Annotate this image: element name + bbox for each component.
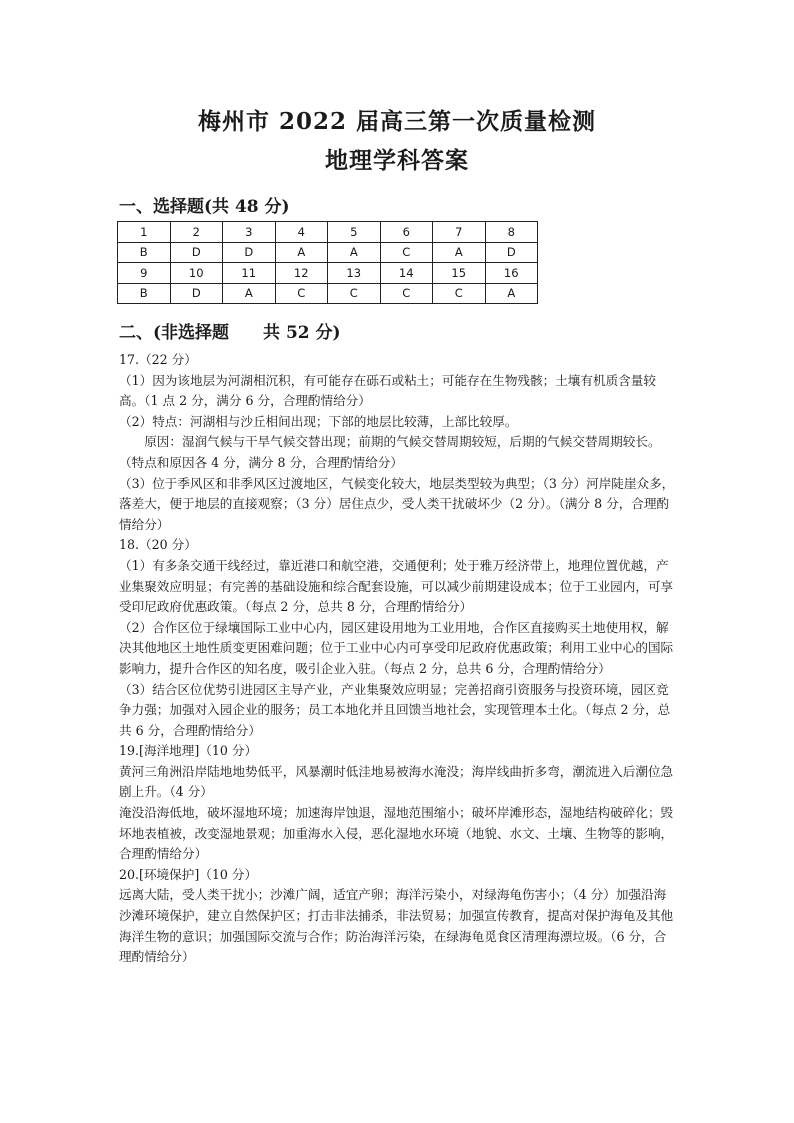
question-18-part-2: （2）合作区位于绿壤国际工业中心内，园区建设用地为工业用地，合作区直接购买土地使用权，解决其他地区土地性质变更困难问题；位于工业中心内可享受印尼政府优惠政策；利用工业中心的国际影响力，提升合作区的知名度，吸引企业入驻。（每点 2 分，总共 6 分，合理酌情给分） xyxy=(119,619,674,676)
question-20-header: 20.[环境保护]（10 分） xyxy=(119,866,258,882)
answer-table xyxy=(117,221,538,304)
question-19-part-1: 黄河三角洲沿岸陆地地势低平，风暴潮时低洼地易被海水淹没；海岸线曲折多弯，潮流进入后潮位急剧上升。（4 分） xyxy=(119,763,674,800)
page-subtitle: 地理学科答案 xyxy=(325,147,469,174)
table-cell: 16 xyxy=(485,263,538,284)
table-cell: D xyxy=(170,242,223,263)
table-cell: 15 xyxy=(433,263,486,284)
table-cell: A xyxy=(223,283,276,304)
table-cell: 2 xyxy=(170,222,223,243)
page-title: 梅州市 2022 届高三第一次质量检测 xyxy=(197,108,597,135)
question-20-part-1: 远离大陆，受人类干扰小；沙滩广阔，适宜产卵；海洋污染小，对绿海龟伤害小；（4 分）加强沿海沙滩环境保护，建立自然保护区；打击非法捕杀，非法贸易；加强宣传教育，提高对保护海龟及其他海洋生物的意识；加强国际交流与合作；防治海洋污染，在绿海龟觅食区清理海漂垃圾。（6 分，合理酌情给分） xyxy=(119,887,674,965)
question-17-header: 17.（22 分） xyxy=(119,352,197,367)
table-cell: C xyxy=(275,283,328,304)
table-cell: B xyxy=(118,242,171,263)
table-row xyxy=(118,242,538,263)
question-17-part-2: （2）特点：河湖相与沙丘相间出现；下部的地层比较薄，上部比较厚。 xyxy=(119,413,518,429)
table-cell: C xyxy=(380,242,433,263)
section-heading-non-choice: 二、(非选择题 共 52 分) xyxy=(119,323,341,343)
table-cell: 7 xyxy=(433,222,486,243)
question-18-part-3: （3）结合区位优势引进园区主导产业，产业集聚效应明显；完善招商引资服务与投资环境，园区竞争力强；加强对入园企业的服务；员工本地化并且回馈当地社会，实现管理本土化。（每点 2 分，总共 6 分，合理酌情给分） xyxy=(119,681,671,738)
question-17-part-2-reason: 原因：湿润气候与干旱气候交替出现；前期的气候交替周期较短，后期的气候交替周期较长。（特点和原因各 4 分，满分 8 分，合理酌情给分） xyxy=(119,434,661,470)
table-cell: B xyxy=(118,283,171,304)
table-cell: 3 xyxy=(223,222,276,243)
question-19-header: 19.[海洋地理]（10 分） xyxy=(119,743,258,759)
question-17-part-3: （3）位于季风区和非季风区过渡地区，气候变化较大，地层类型较为典型；（3 分）河岸陡崖众多，落差大，便于地层的直接观察；（3 分）居住点少，受人类干扰破坏少（2 分）。（满分 8 分，合理酌情给分） xyxy=(119,475,675,532)
question-18-header: 18.（20 分） xyxy=(119,537,197,553)
table-cell: C xyxy=(433,283,486,304)
section-heading-choice: 一、选择题(共 48 分) xyxy=(119,197,290,217)
table-row xyxy=(118,263,538,284)
question-19-part-2: 淹没沿海低地，破坏湿地环境；加速海岸蚀退，湿地范围缩小；破坏岸滩形态，湿地结构破碎化；毁坏地表植被，改变湿地景观；加重海水入侵，恶化湿地水环境（地貌、水文、土壤、生物等的影响，合理酌情给分） xyxy=(119,805,674,862)
table-cell: D xyxy=(223,242,276,263)
table-cell: A xyxy=(485,283,538,304)
table-cell: 8 xyxy=(485,222,538,243)
table-cell: D xyxy=(170,283,223,304)
table-row xyxy=(118,222,538,243)
table-cell: 1 xyxy=(118,222,171,243)
table-cell: 11 xyxy=(223,263,276,284)
table-cell: A xyxy=(275,242,328,263)
table-cell: D xyxy=(485,242,538,263)
table-cell: 9 xyxy=(118,263,171,284)
table-cell: 13 xyxy=(328,263,381,284)
table-cell: A xyxy=(328,242,381,263)
question-18-part-1: （1）有多条交通干线经过，靠近港口和航空港，交通便利；处于雅万经济带上，地理位置优越，产业集聚效应明显；有完善的基础设施和综合配套设施，可以减少前期建设成本；位于工业园内，可享受印尼政府优惠政策。（每点 2 分，总共 8 分，合理酌情给分） xyxy=(119,557,674,615)
table-cell: C xyxy=(380,283,433,304)
table-cell: 12 xyxy=(275,263,328,284)
question-17-part-1: （1）因为该地层为河湖相沉积，有可能存在砾石或粘土；可能存在生物残骸；土壤有机质含量较高。（1 点 2 分，满分 6 分，合理酌情给分） xyxy=(119,372,656,409)
table-cell: 14 xyxy=(380,263,433,284)
answer-content xyxy=(119,350,677,968)
table-row xyxy=(118,283,538,304)
table-cell: 10 xyxy=(170,263,223,284)
table-cell: 5 xyxy=(328,222,381,243)
table-cell: A xyxy=(433,242,486,263)
table-cell: 6 xyxy=(380,222,433,243)
table-cell: C xyxy=(328,283,381,304)
table-cell: 4 xyxy=(275,222,328,243)
